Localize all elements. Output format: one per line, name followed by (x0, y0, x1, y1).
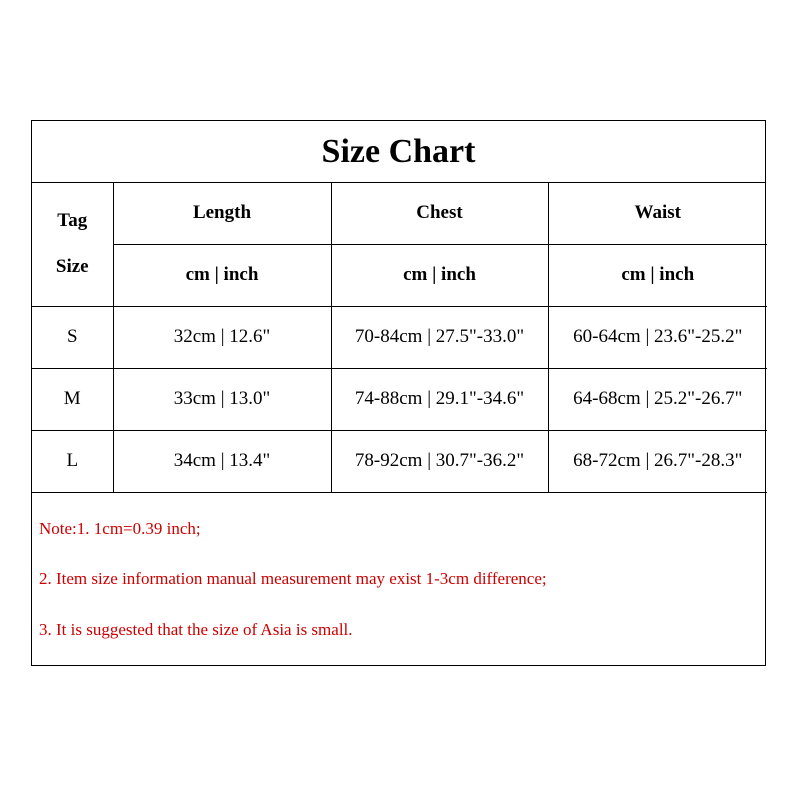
chest-cell: 74-88cm | 29.1"-34.6" (331, 368, 548, 430)
note-3: 3. It is suggested that the size of Asia is small. (39, 620, 353, 639)
tag-header-line2: Size (55, 255, 89, 277)
unit-chest: cm | inch (331, 244, 548, 306)
chest-cell: 78-92cm | 30.7"-36.2" (331, 430, 548, 492)
length-cell: 33cm | 13.0" (113, 368, 331, 430)
table-row (32, 306, 767, 368)
note-1: Note:1. 1cm=0.39 inch; (39, 519, 201, 538)
unit-row (32, 244, 767, 306)
size-chart-frame (31, 120, 766, 666)
column-header-length: Length (113, 182, 331, 244)
header-row (32, 182, 767, 244)
size-cell: L (32, 430, 113, 492)
chart-title: Size Chart (32, 121, 765, 183)
column-header-chest: Chest (331, 182, 548, 244)
note-2: 2. Item size information manual measurement may exist 1-3cm difference; (39, 569, 547, 588)
unit-length: cm | inch (113, 244, 331, 306)
table-row (32, 368, 767, 430)
length-cell: 32cm | 12.6" (113, 306, 331, 368)
waist-cell: 64-68cm | 25.2"-26.7" (548, 368, 767, 430)
waist-cell: 60-64cm | 23.6"-25.2" (548, 306, 767, 368)
unit-waist: cm | inch (548, 244, 767, 306)
tag-header-line1: Tag (57, 209, 88, 231)
tag-size-header (32, 182, 113, 306)
size-cell: M (32, 368, 113, 430)
size-cell: S (32, 306, 113, 368)
table-row (32, 430, 767, 492)
chest-cell: 70-84cm | 27.5"-33.0" (331, 306, 548, 368)
length-cell: 34cm | 13.4" (113, 430, 331, 492)
waist-cell: 68-72cm | 26.7"-28.3" (548, 430, 767, 492)
column-header-waist: Waist (548, 182, 767, 244)
size-table (32, 182, 767, 493)
